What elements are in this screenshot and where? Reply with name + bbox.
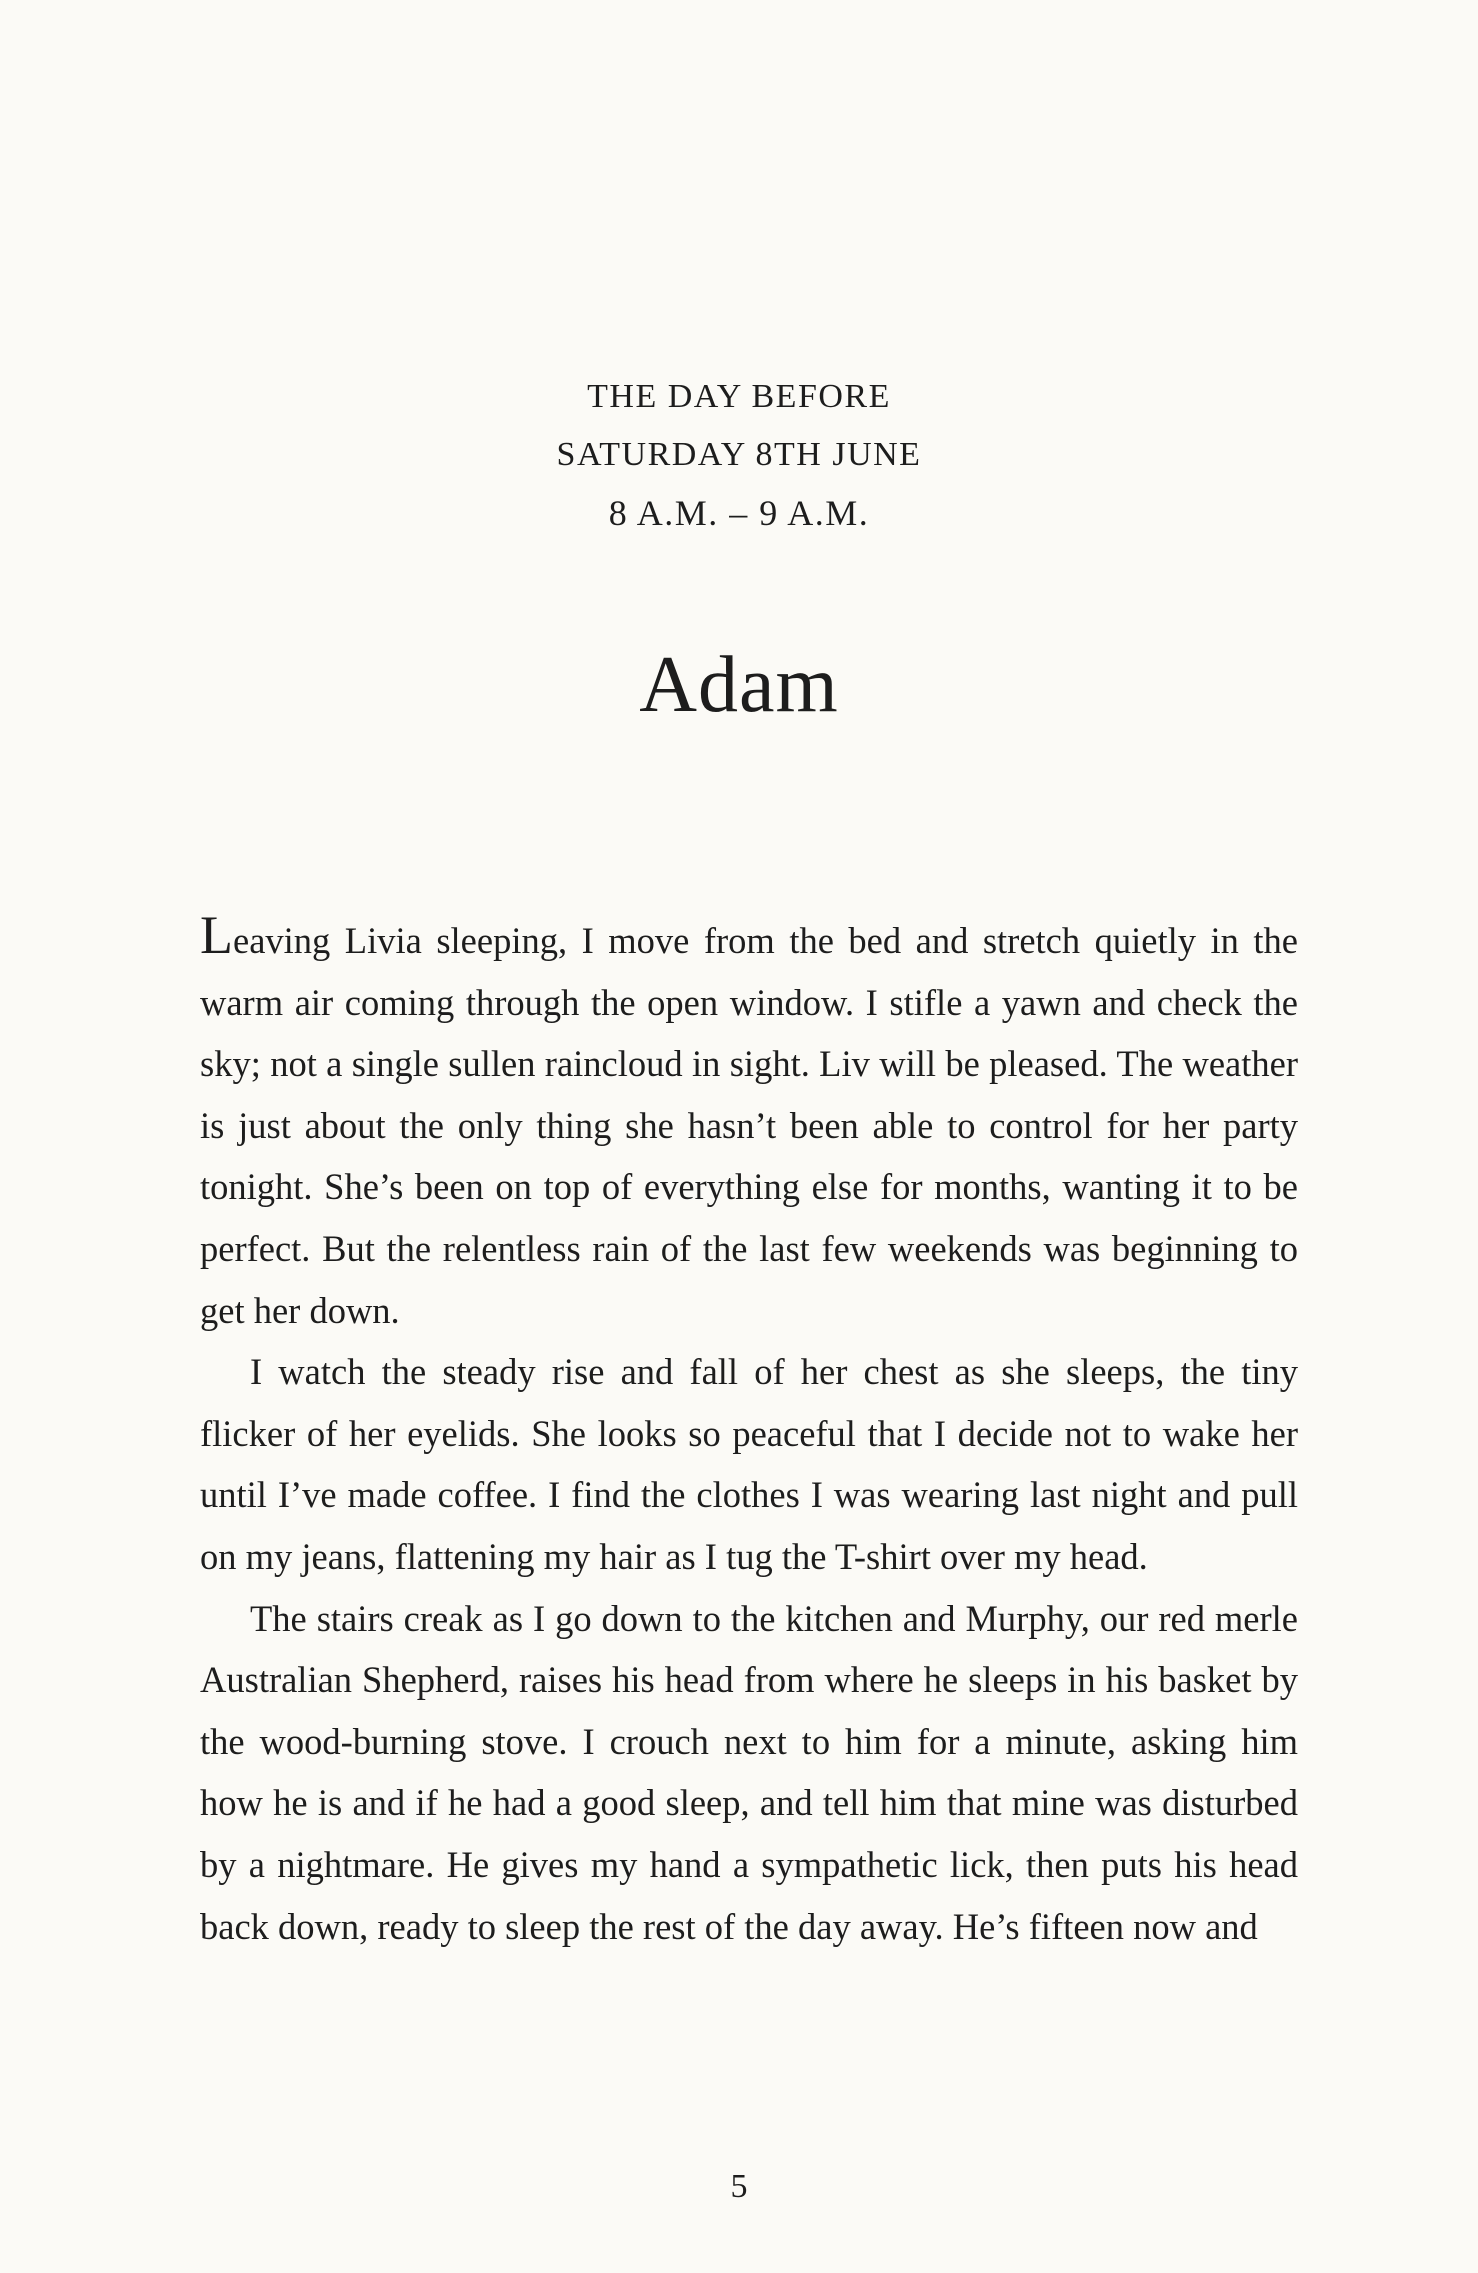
chapter-title: Adam <box>639 641 839 729</box>
page-number: 5 <box>730 2168 748 2205</box>
date-label: SATURDAY 8TH JUNE <box>556 436 922 473</box>
paragraph: The stairs creak as I go down to the kitchen and Murphy, our red merle Australian Shepherd, raises his head from where he sleeps in his basket by the wood-burning stove. I crouch next to him for a minute, asking him how he is and if he had a good sleep, and tell him that mine was disturbed by a nightmare. He gives my hand a sympathetic lick, then puts his head back down, ready to sleep the rest of the day away. He’s fifteen now and <box>200 1597 1298 1947</box>
body-text <box>200 905 1298 1957</box>
section-label: THE DAY BEFORE <box>587 378 891 415</box>
time-label: 8 A.M. – 9 A.M. <box>608 493 870 533</box>
chapter-header <box>0 368 1478 542</box>
paragraph: Leaving Livia sleeping, I move from the bed and stretch quietly in the warm air coming through the open window. I stifle a yawn and check the sky; not a single sullen raincloud in sight. Liv will be pleased. The weather is just about the only thing she hasn’t been able to control for her party tonight. She’s been on top of everything else for months, wanting it to be perfect. But the relentless rain of the last few weekends was beginning to get her down. <box>200 905 1298 1331</box>
paragraph: I watch the steady rise and fall of her chest as she sleeps, the tiny flicker of her eyelids. She looks so peaceful that I decide not to wake her until I’ve made coffee. I find the clothes I was wearing last night and pull on my jeans, flattening my hair as I tug the T-shirt over my head. <box>200 1351 1298 1577</box>
